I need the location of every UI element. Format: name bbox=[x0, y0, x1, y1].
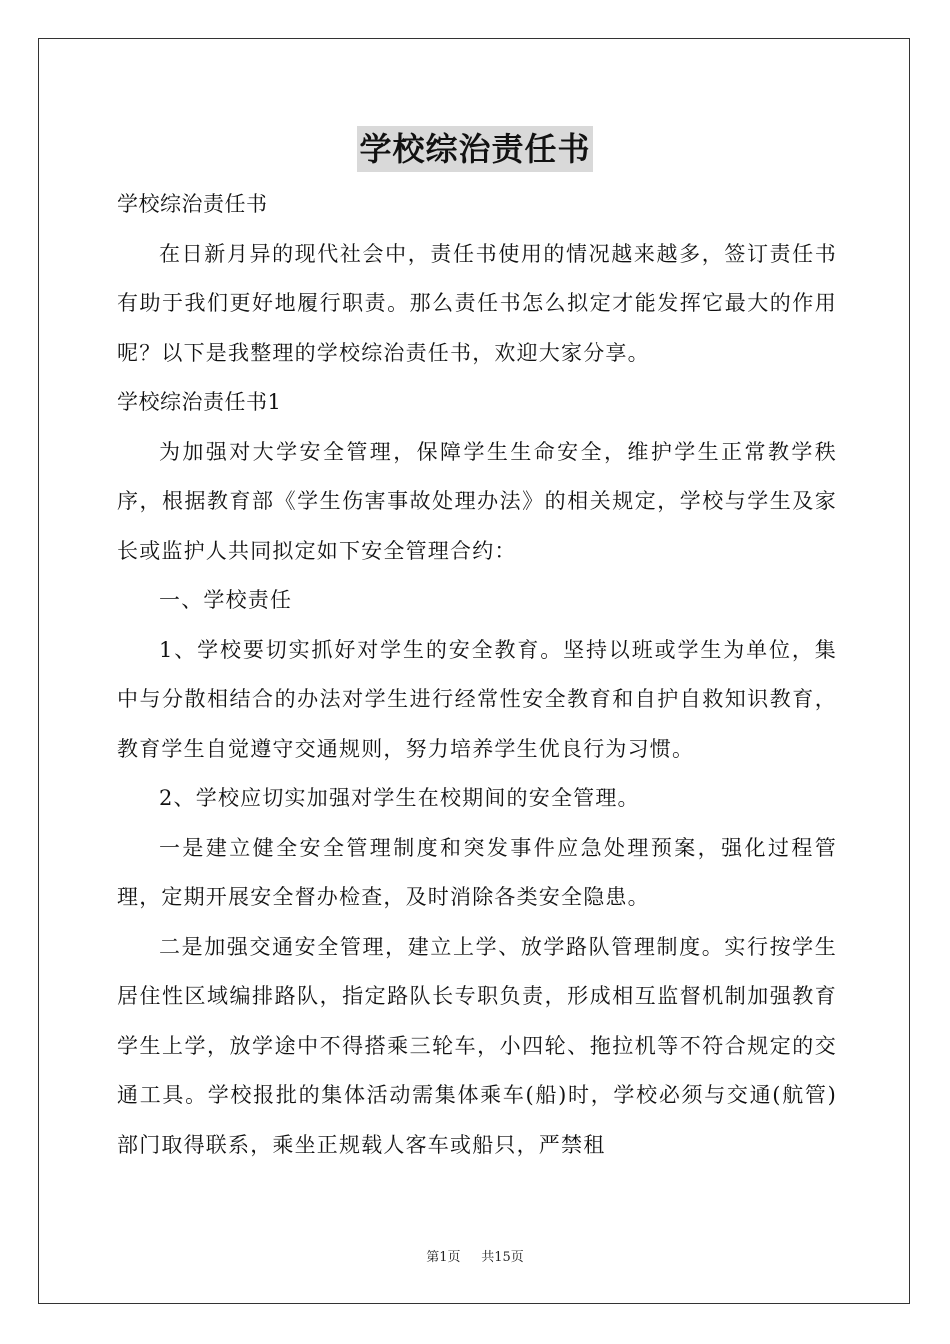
title-container bbox=[0, 126, 950, 172]
document-body bbox=[117, 180, 837, 1170]
paragraph-purpose: 为加强对大学安全管理，保障学生生命安全，维护学生正常教学秩序，根据教育部《学生伤害事故处理办法》的相关规定，学校与学生及家长或监护人共同拟定如下安全管理合约： bbox=[117, 439, 837, 563]
paragraph-section-heading: 学校综治责任书1 bbox=[117, 390, 282, 414]
page-number: 第1页 bbox=[426, 1250, 461, 1265]
paragraph-point-2: 二是加强交通安全管理，建立上学、放学路队管理制度。实行按学生居住性区域编排路队，指定路队长专职负责，形成相互监督机制加强教育学生上学，放学途中不得搭乘三轮车，小四轮、拖拉机等不符合规定的交通工具。学校报批的集体活动需集体乘车(船)时，学校必须与交通(航管)部门取得联系，乘坐正规载人客车或船只，严禁租 bbox=[117, 934, 837, 1157]
paragraph-point-1: 一是建立健全安全管理制度和突发事件应急处理预案，强化过程管理，定期开展安全督办检查，及时消除各类安全隐患。 bbox=[117, 835, 837, 909]
page-footer bbox=[0, 1246, 950, 1265]
page-total: 共15页 bbox=[481, 1250, 524, 1265]
paragraph-subtitle: 学校综治责任书 bbox=[117, 192, 268, 216]
document-title: 学校综治责任书 bbox=[357, 126, 592, 172]
paragraph-school-responsibility-heading: 一、学校责任 bbox=[159, 588, 293, 612]
paragraph-intro: 在日新月异的现代社会中，责任书使用的情况越来越多，签订责任书有助于我们更好地履行职责。那么责任书怎么拟定才能发挥它最大的作用呢？以下是我整理的学校综治责任书，欢迎大家分享。 bbox=[117, 241, 837, 365]
paragraph-item-1: 1、学校要切实抓好对学生的安全教育。坚持以班或学生为单位，集中与分散相结合的办法对学生进行经常性安全教育和自护自救知识教育，教育学生自觉遵守交通规则，努力培养学生优良行为习惯。 bbox=[117, 637, 837, 761]
paragraph-item-2: 2、学校应切实加强对学生在校期间的安全管理。 bbox=[159, 786, 640, 810]
